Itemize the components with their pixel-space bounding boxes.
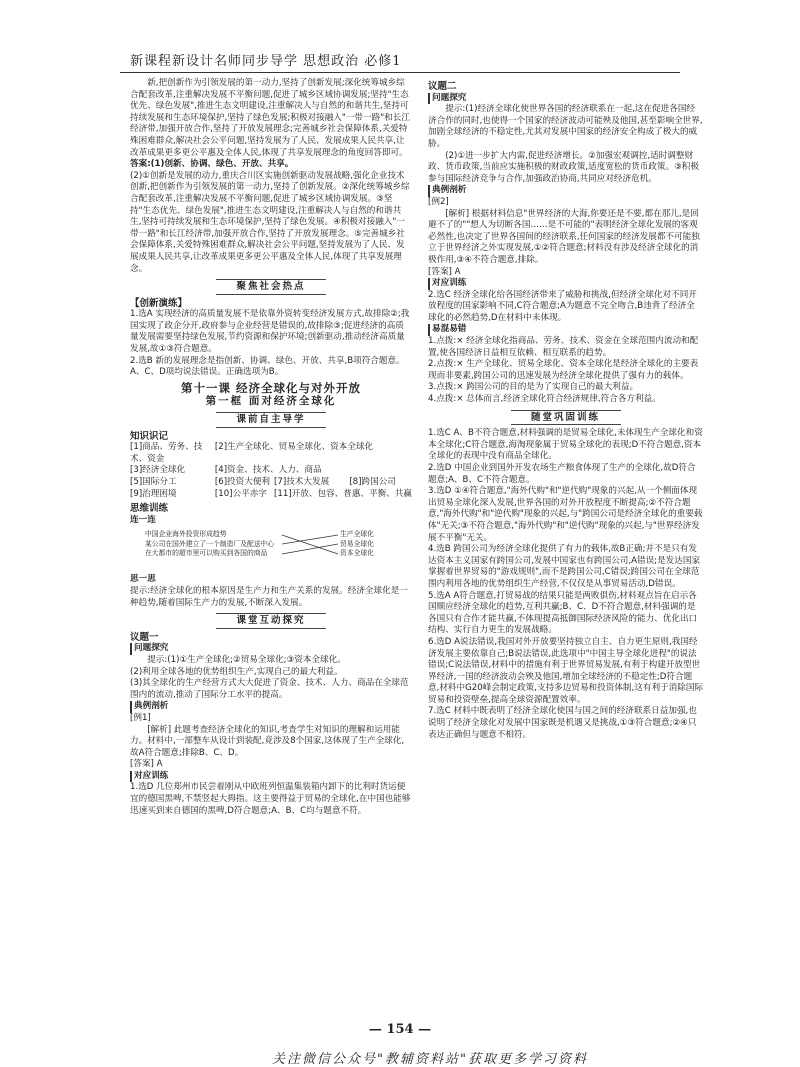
keyword-item: [10]公平赤字 <box>214 488 267 499</box>
footer-note: 关注微信公众号"教辅资料站"获取更多学习资料 <box>272 1052 588 1067</box>
answer-line: 答案:(1)创新、协调、绿色、开放、共享。 <box>130 159 294 170</box>
matching-diagram <box>130 528 412 572</box>
topic-title: 议题二 <box>428 81 457 92</box>
list-item: 5.选A A符合题意,打贸易战的结果只能是两败俱伤,材料观点旨在启示各国顺应经济全球化的趋势,互利共赢;B、C、D不符合题意,材料强调的是各国只有合作才能共赢,不体现提高抵御国际经济风险的能力、优化出口结构、实行自力更生的发展战略。 <box>428 590 698 636</box>
list-item: 1.选A 实现经济的高质量发展不是依靠外资转变经济发展方式,故排除②;我国实现了政企分开,政府参与企业经营是错误的,故排除③;促进经济的高质量发展需要坚持绿色发展,节约资源和保护环境;创新驱动,推动经济高质量发展,故①③符合题意。 <box>130 309 410 355</box>
left-column <box>130 78 412 817</box>
inquiry-text: (3)其全球化的生产经营方式大大促进了资金、技术、人力、商品在全球范围内的流动,推动了国际分工水平的提高。 <box>130 678 409 700</box>
think-text: 提示:经济全球化的根本原因是生产力和生产关系的发展。经济全球化是一种趋势,随着国际生产力的发展,不断深入发展。 <box>130 585 408 608</box>
example-answer: [答案] A <box>428 266 461 277</box>
section-band: 课堂互动探究 <box>216 613 326 629</box>
section-tag: 问题探究 <box>428 93 466 105</box>
header-rule <box>120 72 680 73</box>
section-band: 课前自主导学 <box>216 412 326 428</box>
matching-lines <box>280 530 340 560</box>
matching-left-item: 中国企业海外投资形成趋势 <box>145 530 227 539</box>
keyword-item: [5]国际分工 <box>130 477 177 487</box>
list-item: 1.点拨:× 经济全球化指商品、劳务、技术、资金在全球范围内流动和配置,使各国经济日益相互依赖、相互联系的趋势。 <box>428 336 699 358</box>
keyword-grid <box>130 442 412 500</box>
subsection-label: 思一思 <box>130 574 156 585</box>
list-item: 4.点拨:× 总体而言,经济全球化符合经济规律,符合各方利益。 <box>428 394 661 405</box>
list-item: 6.选D A说法错误,我国对外开放要坚持独立自主、自力更生原则,我国经济发展主要依靠自己;B说法错误,此选项中"中国主导全球化进程"的说法错误;C说法错误,材料中的措施有利于世界贸易发展,有利于构建开放型世界经济,一国的经济波动会殃及他国,增加全球经济的不稳定性;D符合题意,材料中G20峰会制定政策,支持多边贸易和投资体制,这有利于消除国际贸易和投资壁垒,提高全球资源配置效率。 <box>428 636 704 705</box>
example-label: [例1] <box>130 712 151 723</box>
section-tag: 典例剖析 <box>130 701 168 713</box>
section-tag: 对应训练 <box>130 771 168 783</box>
matching-right-item: 资本全球化 <box>340 549 374 558</box>
keyword-item: [6]投资大便利 <box>214 477 271 487</box>
list-item: 2.点拨:× 生产全球化、贸易全球化、资本全球化是经济全球化的主要表现而非要素,跨国公司的迅速发展为经济全球化提供了强有力的载体。 <box>428 359 699 381</box>
example-answer: [答案] A <box>130 759 163 770</box>
frame-title: 第一框 面对经济全球化 <box>205 395 337 408</box>
keyword-item: [2]生产全球化、贸易全球化、资本全球化 <box>214 442 374 453</box>
list-item: 3.选D ①④符合题意,"海外代购"和"逆代购"现象的兴起,从一个侧面体现出贸易全球化深入发展,世界各国的对外开放程度不断提高;②不符合题意,"海外代购"和"逆代购"现象的兴起,与"跨国公司是经济全球化的重要载体"无关;③不符合题意,"海外代购"和"逆代购"现象的兴起,与"世界经济发展不平衡"无关。 <box>428 486 703 543</box>
example-analysis: [解析] 此题考查经济全球化的知识,考查学生对知识的理解和运用能力。材料中,一部整车从设计到装配,竟涉及8个国家,这体现了生产全球化,故A符合题意;排除B、C、D。 <box>130 724 405 758</box>
topic-title: 议题一 <box>130 631 159 643</box>
section-band: 聚焦社会热点 <box>216 279 326 295</box>
training-text: 2.选C 经济全球化给各国经济带来了威胁和挑战,但经济全球化对不同开放程度的国家影响不同,C符合题意;A为题意不完全吻合,B违背了经济全球化的必然趋势,D在材料中未体现。 <box>428 289 697 323</box>
page-number: — 154 — <box>368 1022 432 1037</box>
keyword-item: [4]资金、技术、人力、商品 <box>214 465 322 476</box>
list-item: 7.选C 材料中既表明了经济全球化使国与国之间的经济联系日益加强,也说明了经济全球化对发展中国家既是机遇又是挑战,①③符合题意;②④只表达正确但与题意不相符。 <box>428 706 697 740</box>
lesson-title: 第十一课 经济全球化与对外开放 <box>180 380 361 395</box>
training-text: 1.选D 几位郑州市民尝着刚从中欧班列恒温集装箱内卸下的比利时货运便宜的德国黑啤,不禁竖起大拇指。这主要得益于贸易的全球化,在中国也能够迅速买到来自德国的黑啤,D符合题意;A、B、C均与题意不符。 <box>130 782 411 816</box>
keyword-item: [9]治理困境 <box>130 488 177 499</box>
keyword-item: [7]技术大发展 <box>274 477 330 487</box>
keyword-item: [1]商品、劳务、技术、资金 <box>130 442 203 464</box>
keyword-item: [8]跨国公司 <box>349 477 396 487</box>
inquiry-text: 提示:(1)①生产全球化;②贸易全球化;③资本全球化。 <box>147 654 346 665</box>
section-label: 知识识记 <box>130 430 169 442</box>
matching-left-item: 某公司在国外建立了一个制造厂及配送中心 <box>145 539 275 548</box>
section-tag: 问题探究 <box>130 643 168 655</box>
section-tag: 易混易错 <box>428 324 466 336</box>
inquiry-text: (2)利用全球各地的优势组织生产,实现自己的最大利益。 <box>130 666 343 677</box>
inquiry-text: 提示:(1)经济全球化使世界各国的经济联系在一起,这在促进各国经济合作的同时,也使得一个国家的经济波动可能殃及他国,甚至影响全世界,加剧全球经济的不稳定性,尤其对发展中国家的经济安全构成了极大的威胁。 <box>428 104 703 149</box>
answer-paragraph: (2)①创新是发展的动力,重庆合川区实施创新驱动发展战略,强化企业技术创新,把创新作为引领发展的第一动力,坚持了创新发展。②深化统筹城乡综合配套改革,注重解决发展不平衡问题,促进了城乡区域协调发展。③坚持"生态优先、绿色发展",推进生态文明建设,注重解决人与自然的和谐共生,坚持可持续发展和生态环境保护,坚持了绿色发展。④积极对接融入"一带一路"和长江经济带,加强开放合作,坚持了开放发展理念。⑤完善城乡社会保障体系,关爱特殊困难群众,解决社会公平问题,坚持发展为了人民、发展成果人民共享,让改革成果更多更公平惠及全体人民,体现了共享发展理念。 <box>130 170 410 274</box>
matching-left-item: 在大都市的超市里可以购买到各国的商品 <box>145 549 268 558</box>
section-tag: 对应训练 <box>428 278 466 290</box>
section-tag: 典例剖析 <box>428 185 466 197</box>
page-header: 新课程新设计名师同步导学 思想政治 必修1 <box>130 54 402 69</box>
matching-right-list <box>340 530 400 558</box>
list-item: 3.点拨:× 跨国公司的目的是为了实现自己的最大利益。 <box>428 382 639 393</box>
inquiry-text: (2)①进一步扩大内需,促进经济增长。②加强宏观调控,适时调整财政、货币政策,当前应实施积极的财政政策,适度宽松的货币政策。③积极参与国际经济竞争与合作,加强政治协商,共同应对经济危机。 <box>428 150 699 184</box>
list-item: 2.选B 新的发展理念是指创新、协调、绿色、开放、共享,B项符合题意。A、C、D项均说法错误。正确选项为B。 <box>130 355 405 378</box>
matching-right-item: 贸易全球化 <box>340 539 374 548</box>
subsection-label: 连一连 <box>130 514 156 525</box>
list-item: 2.选D 中国企业到国外开发农场生产粮食体现了生产的全球化,故D符合题意;A、B、C不符合题意。 <box>428 463 696 485</box>
list-item: 1.选C A、B不符合题意,材料强调的是贸易全球化,未体现生产全球化和资本全球化;C符合题意,海淘现象属于贸易全球化的表现;D不符合题意,资本全球化的表现中没有商品全球化。 <box>428 428 703 462</box>
section-label: 思维训练 <box>130 503 169 515</box>
answer-paragraph: 新,把创新作为引领发展的第一动力,坚持了创新发展;深化统筹城乡综合配套改革,注重解决发展不平衡问题,促进了城乡区域协调发展;坚持"生态优先、绿色发展",推进生态文明建设,注重解决人与自然的和谐共生,坚持可持续发展和生态环境保护,坚持了绿色发展;积极对接融入"一带一路"和长江经济带,加强开放合作,坚持了开放发展理念;完善城乡社会保障体系,关爱特殊困难群众,解决社会公平问题,坚持发展为了人民、发展成果人民共享,让改革成果更多更公平惠及全体人民,体现了共享发展理念的角度回答即可。 <box>130 78 410 158</box>
right-column <box>428 78 703 741</box>
example-label: [例2] <box>428 196 449 207</box>
keyword-item: [3]经济全球化 <box>130 465 186 476</box>
matching-right-item: 生产全球化 <box>340 530 374 539</box>
list-item: 4.选B 跨国公司为经济全球化提供了有力的载体,故B正确;并不是只有发达资本主义国家有跨国公司,发展中国家也有跨国公司,A错误;是发达国家掌握着世界贸易的"游戏规则",而不是跨国公司,C错误;跨国公司在全球范围内利用各地的优势组织生产经营,不仅仅是从事贸易活动,D错误。 <box>428 544 701 589</box>
section-band: 随堂巩固训练 <box>511 410 621 426</box>
keyword-item: [11]开放、包容、普惠、平衡、共赢 <box>274 488 412 499</box>
example-analysis: [解析] 根据材料信息"世界经济的大海,你要还是不要,都在那儿,是回避不了的""想人为切断各国……是不可能的"表明经济全球化发展的客观必然性,也决定了世界各国间的经济联系,任何国家的经济发展都不可能独立于世界经济之外实现发展,①②符合题意;材料没有涉及经济全球化的消极作用,③④不符合题意,排除。 <box>428 208 700 265</box>
section-label: 【创新演练】 <box>130 297 188 309</box>
